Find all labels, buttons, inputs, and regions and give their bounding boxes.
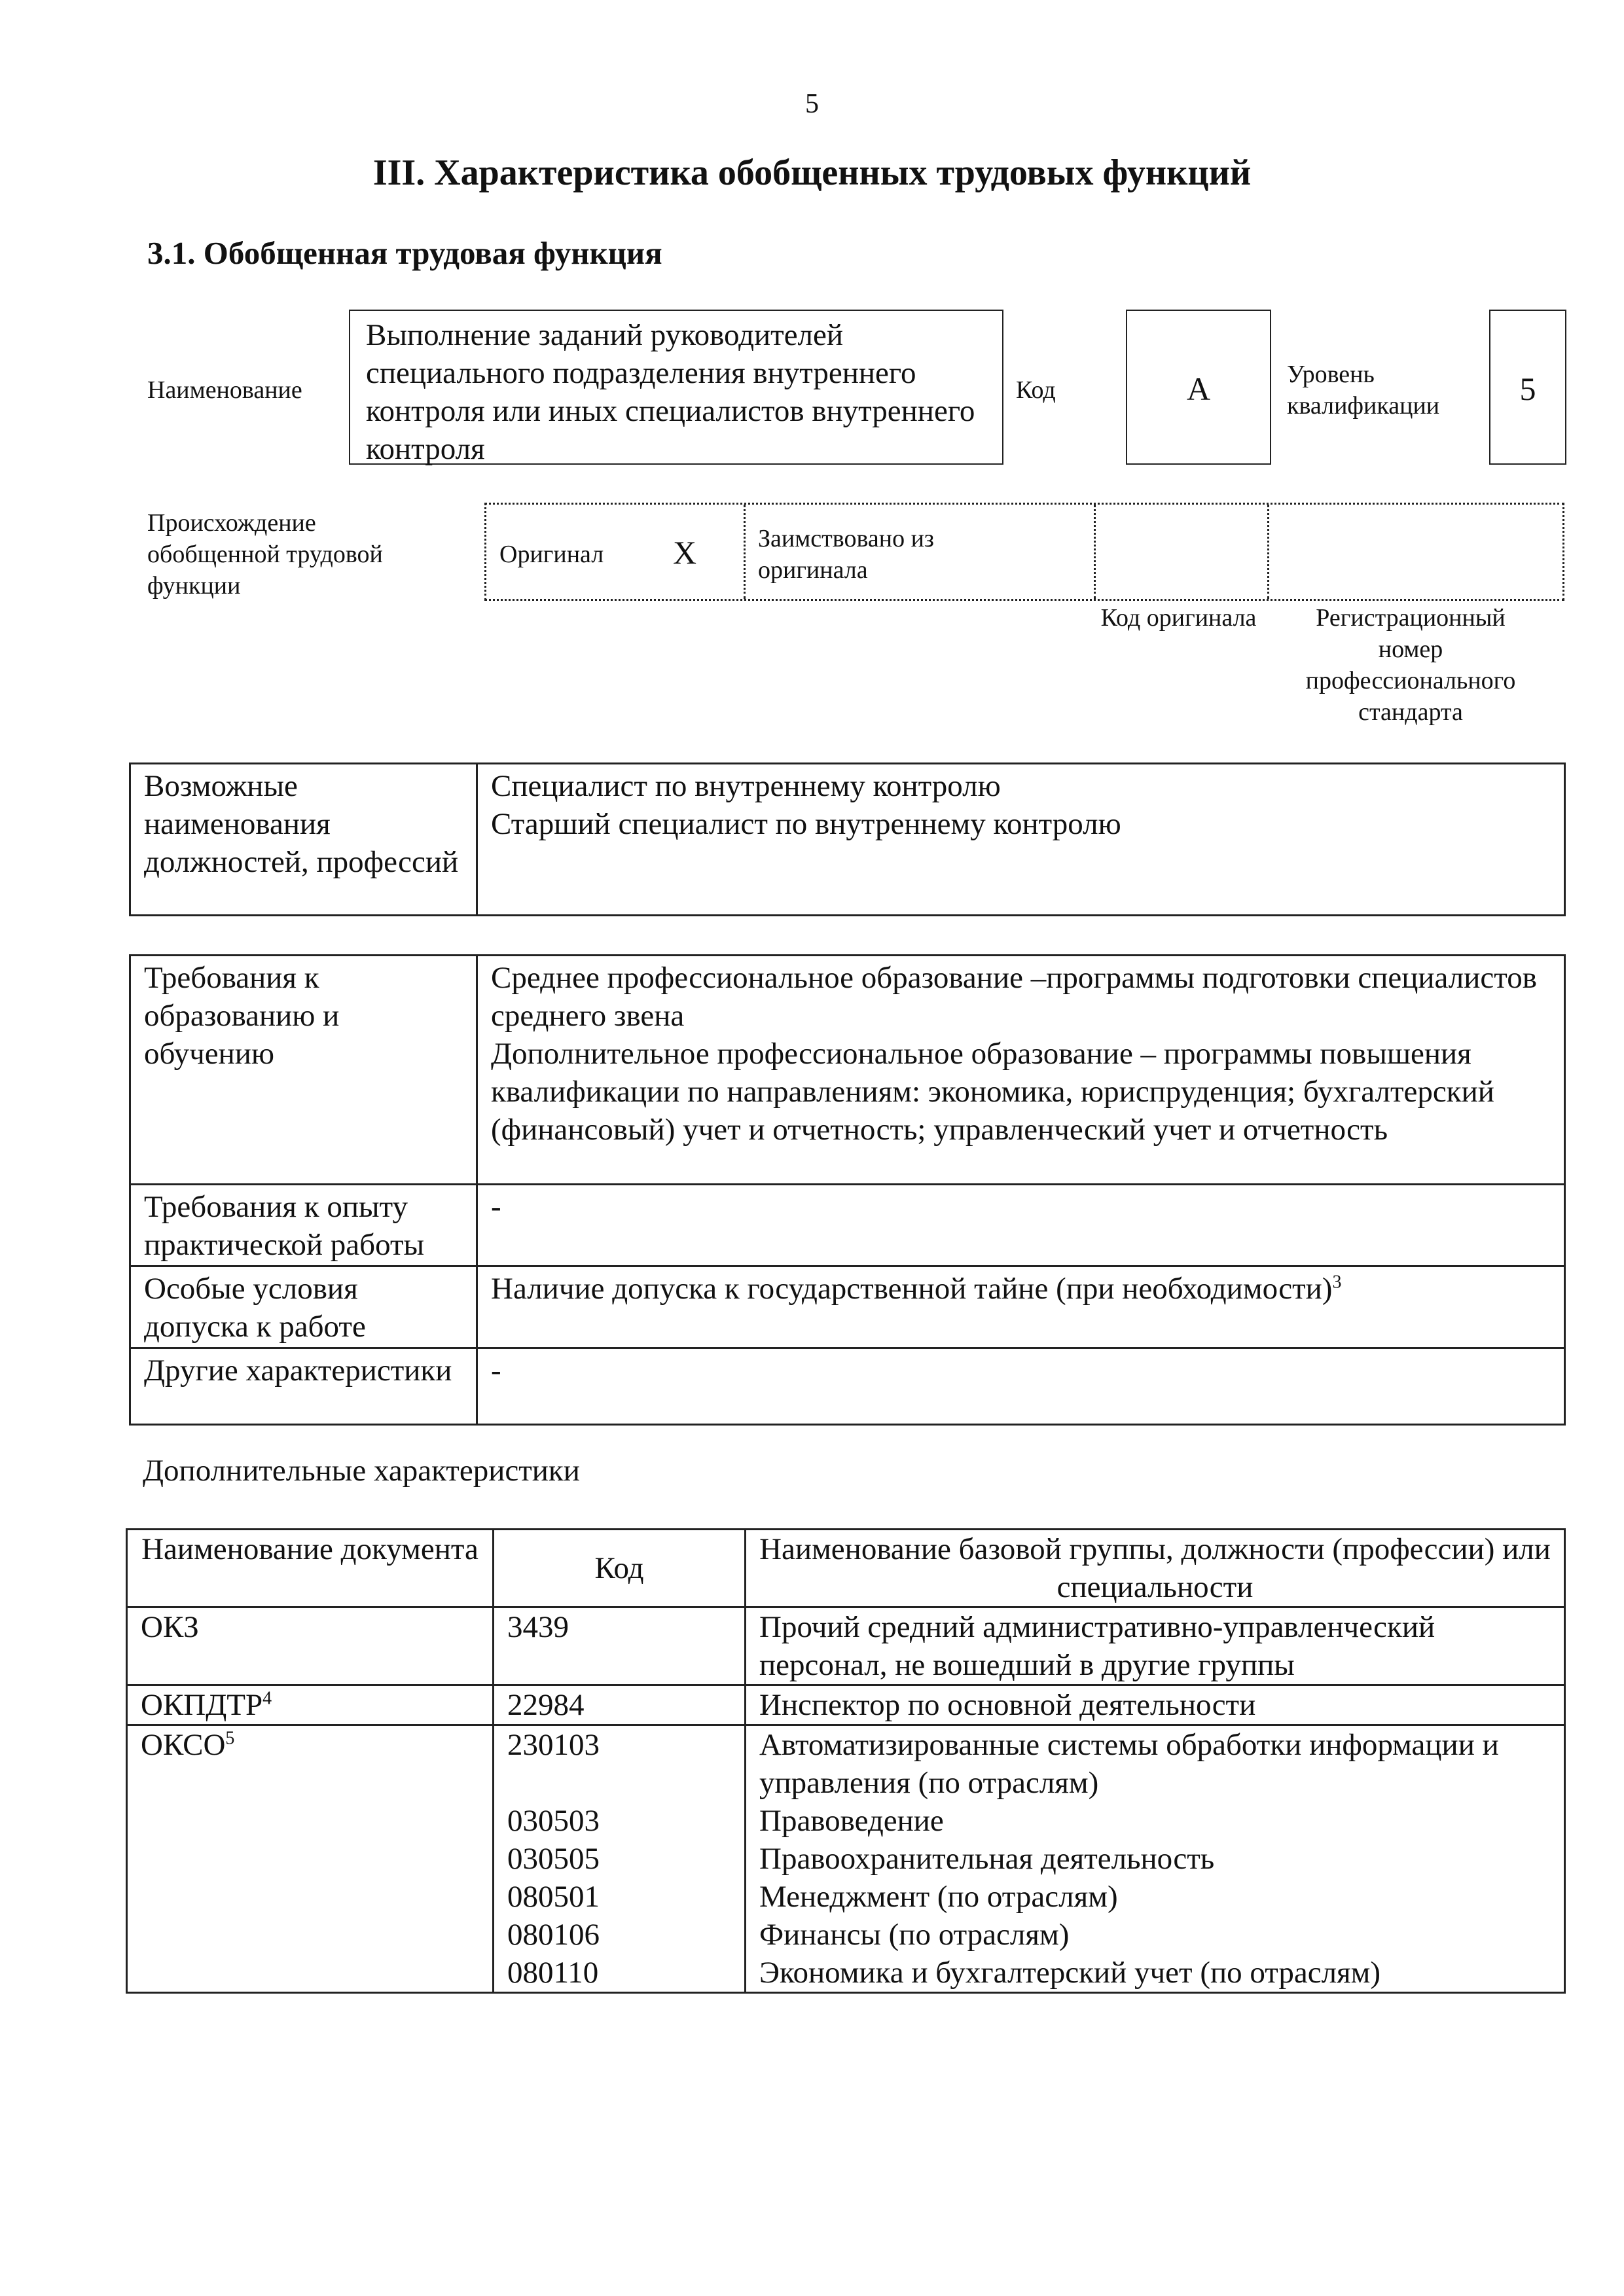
original-mark: X	[673, 534, 697, 571]
footnote-ref: 4	[262, 1688, 272, 1709]
requirement-line: Наличие допуска к государственной тайне (при необходимости)	[491, 1272, 1333, 1306]
name-box	[349, 310, 1003, 465]
okso-name: Правоведение	[759, 1804, 944, 1838]
code-label: Код	[1016, 376, 1056, 404]
original-label: Оригинал	[499, 541, 604, 568]
additional-title: Дополнительные характеристики	[143, 1454, 580, 1488]
name-okpdtr: Инспектор по основной деятельности	[746, 1685, 1565, 1725]
header-code: Код	[494, 1530, 746, 1607]
requirement-label: Особые условия допуска к работе	[130, 1266, 477, 1348]
doc-okpdtr	[127, 1685, 494, 1725]
requirement-label: Требования к образованию и обучению	[130, 956, 477, 1185]
doc-okpdtr-text: ОКПДТР	[141, 1688, 263, 1722]
code-okz: 3439	[494, 1607, 746, 1685]
position-item: Старший специалист по внутреннему контролю	[491, 807, 1121, 841]
requirement-value	[477, 1266, 1565, 1348]
okso-name: Автоматизированные системы обработки информации и управления (по отраслям)	[759, 1728, 1499, 1800]
code-box	[1126, 310, 1271, 465]
reg-number-caption: Регистрационный номер профессионального стандарта	[1305, 604, 1516, 726]
okso-name: Менеджмент (по отраслям)	[759, 1880, 1118, 1914]
okso-name: Экономика и бухгалтерский учет (по отраслям)	[759, 1956, 1381, 1990]
okso-code: 080106	[507, 1918, 600, 1952]
header-doc: Наименование документа	[127, 1530, 494, 1607]
level-value: 5	[1519, 370, 1536, 407]
requirement-line: Среднее профессиональное образование –программы подготовки специалистов среднего звена	[491, 961, 1537, 1033]
positions-table	[129, 762, 1566, 916]
requirements-table	[129, 954, 1566, 1426]
positions-values	[477, 764, 1565, 916]
header-name: Наименование базовой группы, должности (профессии) или специальности	[746, 1530, 1565, 1607]
level-box	[1489, 310, 1566, 465]
okso-code: 080110	[507, 1956, 599, 1990]
codes-okso	[494, 1725, 746, 1993]
doc-okso-text: ОКСО	[141, 1728, 226, 1762]
names-okso	[746, 1725, 1565, 1993]
name-label: Наименование	[147, 376, 302, 404]
requirement-value: -	[477, 1185, 1565, 1266]
requirement-line: Дополнительное профессиональное образование – программы повышения квалификации по направлениям: экономика, юриспруденция; бухгалтерский (финансовый) учет и отчетность; управленческий учет и отчетность	[491, 1037, 1494, 1147]
position-item: Специалист по внутреннему контролю	[491, 769, 1001, 803]
name-value: Выполнение заданий руководителей специального подразделения внутреннего контроля или иных специалистов внутреннего контроля	[366, 318, 975, 466]
okso-name: Правоохранительная деятельность	[759, 1842, 1215, 1876]
okso-code: 030505	[507, 1842, 600, 1876]
requirement-label: Требования к опыту практической работы	[130, 1185, 477, 1266]
requirement-label: Другие характеристики	[130, 1348, 477, 1425]
doc-okso	[127, 1725, 494, 1993]
footnote-ref: 5	[225, 1728, 235, 1749]
borrowed-label: Заимствовано из оригинала	[758, 525, 934, 584]
subsection-title: 3.1. Обобщенная трудовая функция	[147, 235, 662, 271]
origin-table	[484, 503, 1564, 601]
section-title: III. Характеристика обобщенных трудовых функций	[372, 152, 1252, 193]
additional-table	[126, 1528, 1566, 1994]
requirement-value	[477, 956, 1565, 1185]
footnote-ref: 3	[1332, 1272, 1342, 1293]
okso-name: Финансы (по отраслям)	[759, 1918, 1070, 1952]
doc-okz: ОКЗ	[127, 1607, 494, 1685]
code-value: A	[1186, 370, 1211, 407]
positions-label: Возможные наименования должностей, профессий	[130, 764, 477, 916]
code-original-caption: Код оригинала	[1100, 604, 1257, 632]
origin-label: Происхождение обобщенной трудовой функции	[147, 509, 383, 600]
okso-code: 230103	[507, 1728, 600, 1762]
okso-code: 080501	[507, 1880, 600, 1914]
page-number: 5	[805, 89, 819, 119]
name-okz: Прочий средний административно-управленческий персонал, не вошедший в другие группы	[746, 1607, 1565, 1685]
code-okpdtr: 22984	[494, 1685, 746, 1725]
level-label: Уровень квалификации	[1287, 361, 1440, 420]
okso-code: 030503	[507, 1804, 600, 1838]
requirement-value: -	[477, 1348, 1565, 1425]
